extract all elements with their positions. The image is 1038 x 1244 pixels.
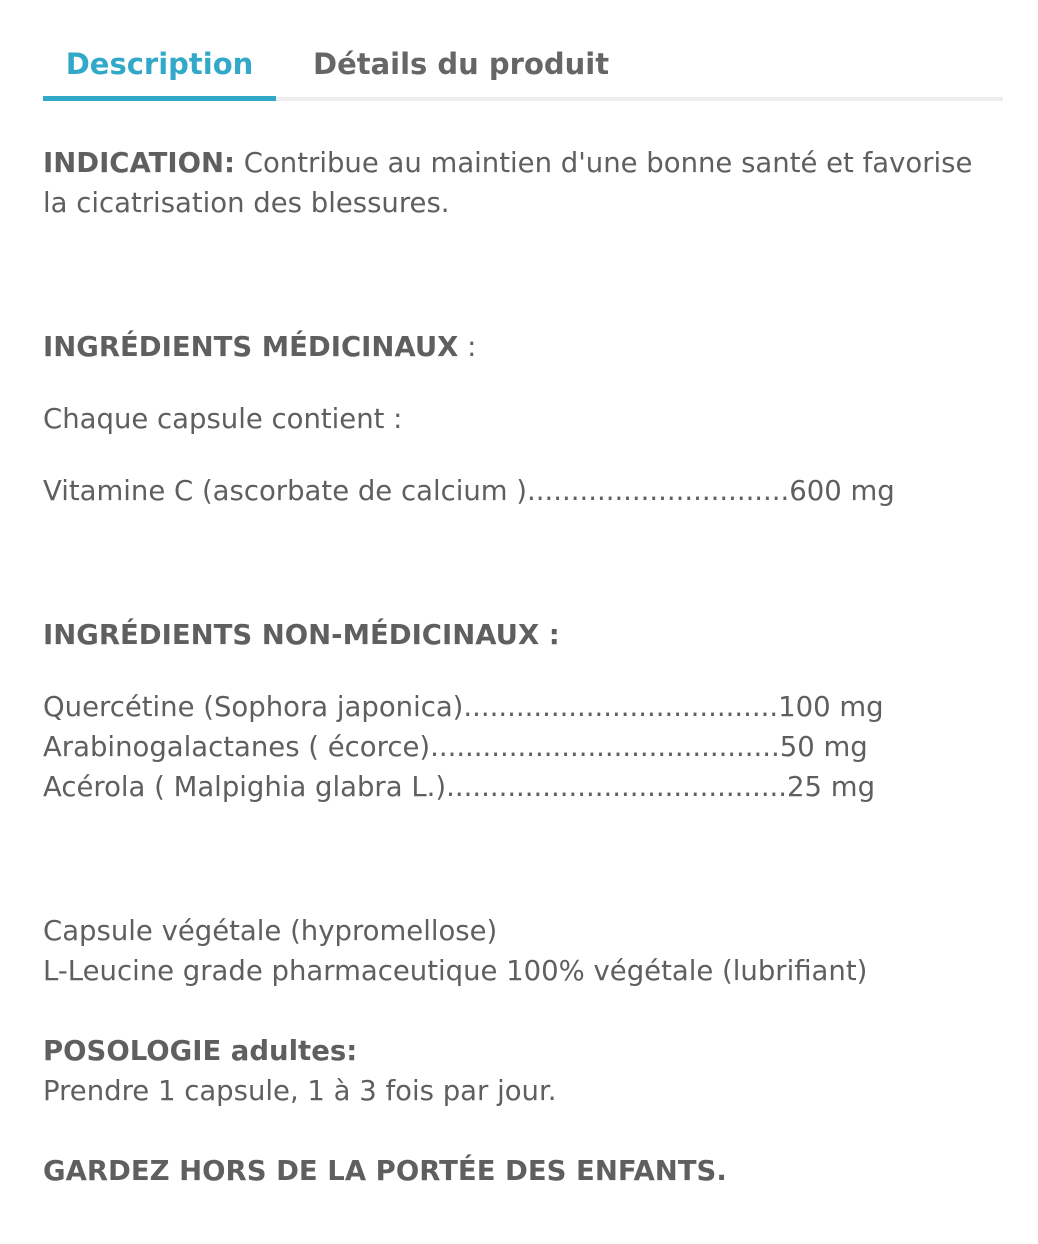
capsule-intro: Chaque capsule contient :	[43, 403, 403, 435]
medicinal-heading: INGRÉDIENTS MÉDICINAUX	[43, 331, 459, 363]
active-tab-indicator	[43, 96, 276, 101]
tab-bar	[43, 0, 1003, 101]
indication-label: INDICATION:	[43, 147, 236, 179]
other-ingredient-capsule: Capsule végétale (hypromellose)	[43, 915, 498, 947]
nonmedicinal-heading: INGRÉDIENTS NON-MÉDICINAUX :	[43, 619, 560, 651]
ingredient-quercetine: Quercétine (Sophora japonica)....................................100 mg	[43, 691, 884, 723]
medicinal-heading-line	[43, 327, 476, 367]
ingredient-acerola: Acérola ( Malpighia glabra L.).......................................25 mg	[43, 771, 876, 803]
ingredient-arabinogalactanes: Arabinogalactanes ( écorce)........................................50 mg	[43, 731, 868, 763]
indication-line-2: la cicatrisation des blessures.	[43, 187, 450, 219]
indication-text-1: Contribue au maintien d'une bonne santé et favorise	[235, 147, 973, 179]
medicinal-ingredient-vitamin-c: Vitamine C (ascorbate de calcium )..............................600 mg	[43, 475, 895, 507]
medicinal-heading-suffix: :	[458, 331, 477, 363]
tab-description[interactable]: Description	[65, 47, 254, 81]
warning-text: GARDEZ HORS DE LA PORTÉE DES ENFANTS.	[43, 1155, 727, 1187]
tab-product-details[interactable]: Détails du produit	[313, 47, 610, 81]
dosage-text: Prendre 1 capsule, 1 à 3 fois par jour.	[43, 1075, 557, 1107]
dosage-label: POSOLOGIE adultes:	[43, 1035, 358, 1067]
other-ingredient-leucine: L-Leucine grade pharmaceutique 100% végétale (lubrifiant)	[43, 955, 868, 987]
indication-line-1	[43, 143, 972, 183]
